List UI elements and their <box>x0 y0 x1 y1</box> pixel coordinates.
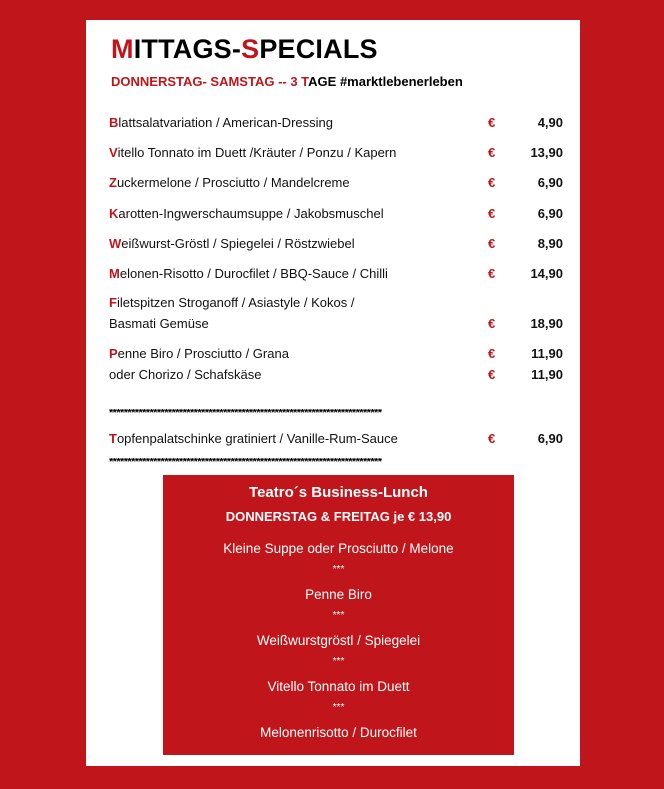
lunch-course: Weißwurstgröstl / Spiegelei <box>256 633 421 648</box>
menu-item-name <box>109 172 350 193</box>
menu-item-price <box>488 313 563 334</box>
item-initial: T <box>109 431 117 446</box>
menu-item-price <box>488 428 563 449</box>
menu-item-name <box>109 112 333 133</box>
price-amount: 6,90 <box>537 431 563 446</box>
item-initial: B <box>109 115 119 130</box>
menu-item-name <box>109 343 289 364</box>
menu-item-name <box>109 203 384 224</box>
price-amount: 11,90 <box>531 346 563 361</box>
currency-symbol: € <box>488 175 496 190</box>
item-text: uckermelone / Prosciutto / Mandelcreme <box>116 175 350 190</box>
menu-page <box>86 20 580 766</box>
course-separator: *** <box>332 702 345 713</box>
item-text: eißwurst-Gröstl / Spiegelei / Röstzwiebel <box>121 236 355 251</box>
currency-symbol: € <box>488 236 496 251</box>
lunch-course: Penne Biro <box>305 587 372 602</box>
currency-symbol: € <box>488 367 496 382</box>
title-initial: M <box>111 34 134 64</box>
price-amount: 8,90 <box>537 236 563 251</box>
item-text: lattsalatvariation / American-Dressing <box>118 115 333 130</box>
item-initial: Z <box>109 175 117 190</box>
item-text: enne Biro / Prosciutto / Grana <box>117 346 289 361</box>
lunch-subtitle: DONNERSTAG & FREITAG je € 13,90 <box>225 509 452 524</box>
course-separator: *** <box>332 610 345 621</box>
item-initial: W <box>109 236 122 251</box>
star-divider: ************************************************************************** <box>109 409 382 417</box>
menu-item-name <box>109 292 354 313</box>
price-amount: 18,90 <box>530 316 563 331</box>
lunch-course: Vitello Tonnato im Duett <box>267 679 410 694</box>
currency-symbol: € <box>488 316 496 331</box>
title-text: ITTAGS- <box>133 34 242 64</box>
lunch-title: Teatro´s Business-Lunch <box>249 484 428 501</box>
title-text: PECIALS <box>259 34 378 64</box>
price-amount: 11,90 <box>531 367 563 382</box>
subtitle-days: DONNERSTAG- SAMSTAG -- 3 T <box>111 74 309 89</box>
page-subtitle <box>111 74 463 89</box>
menu-item-price <box>488 364 563 385</box>
course-separator: *** <box>332 564 345 575</box>
menu-item-name <box>109 142 396 163</box>
menu-item-name <box>109 233 355 254</box>
item-initial: V <box>109 145 118 160</box>
course-separator: *** <box>332 656 345 667</box>
item-text: iletspitzen Stroganoff / Asiastyle / Kokos / <box>116 295 355 310</box>
currency-symbol: € <box>488 145 496 160</box>
menu-item-price <box>488 172 563 193</box>
menu-item-name-line2: Basmati Gemüse <box>109 316 209 331</box>
menu-item-name <box>109 428 398 449</box>
menu-item-price <box>488 112 563 133</box>
currency-symbol: € <box>488 431 496 446</box>
currency-symbol: € <box>488 266 496 281</box>
menu-item-price <box>488 203 563 224</box>
item-initial: F <box>109 295 117 310</box>
price-amount: 6,90 <box>537 175 563 190</box>
subtitle-tag: AGE #marktlebenerleben <box>308 74 463 89</box>
price-amount: 4,90 <box>537 115 563 130</box>
item-initial: P <box>109 346 118 361</box>
item-initial: K <box>109 206 119 221</box>
item-text: elonen-Risotto / Durocfilet / BBQ-Sauce / Chilli <box>119 266 388 281</box>
menu-item-name <box>109 364 261 385</box>
item-text: opfenpalatschinke gratiniert / Vanille-Rum-Sauce <box>116 431 398 446</box>
menu-item-price <box>488 263 563 284</box>
currency-symbol: € <box>488 206 496 221</box>
item-text: itello Tonnato im Duett /Kräuter / Ponzu / Kapern <box>117 145 397 160</box>
price-amount: 14,90 <box>530 266 563 281</box>
title-initial: S <box>241 34 260 64</box>
menu-item-price <box>488 233 563 254</box>
item-text: arotten-Ingwerschaumsuppe / Jakobsmuschel <box>118 206 384 221</box>
price-amount: 6,90 <box>537 206 563 221</box>
lunch-course: Melonenrisotto / Durocfilet <box>260 725 417 740</box>
page-title <box>111 34 378 65</box>
currency-symbol: € <box>488 115 496 130</box>
menu-item-price <box>488 343 563 364</box>
item-text: oder Chorizo / Schafskäse <box>109 367 262 382</box>
lunch-course: Kleine Suppe oder Prosciutto / Melone <box>223 541 454 556</box>
price-amount: 13,90 <box>530 145 563 160</box>
star-divider: ************************************************************************** <box>109 458 382 466</box>
business-lunch-box <box>163 475 514 755</box>
menu-item-price <box>488 142 563 163</box>
item-initial: M <box>109 266 120 281</box>
currency-symbol: € <box>488 346 496 361</box>
menu-item-name <box>109 263 388 284</box>
